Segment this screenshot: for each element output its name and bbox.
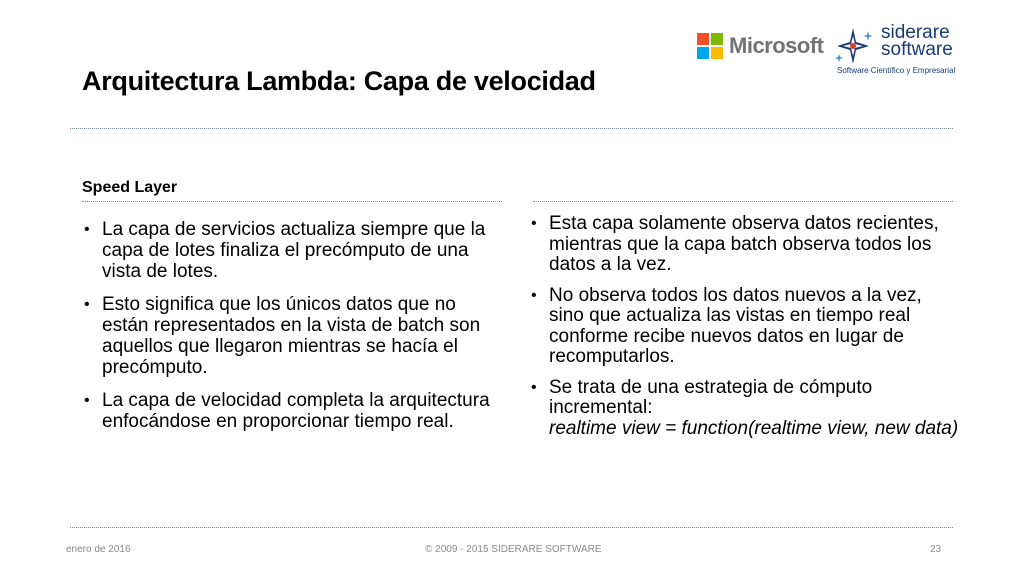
- formula-text: realtime view = function(realtime view, new data): [549, 417, 959, 439]
- siderare-tagline: Software Científico y Empresarial: [837, 66, 956, 75]
- list-item: [82, 219, 502, 282]
- siderare-line1: siderare: [881, 22, 950, 43]
- footer-date: enero de 2016: [66, 544, 131, 555]
- microsoft-wordmark: Microsoft: [729, 33, 824, 58]
- microsoft-windows-icon: [697, 33, 723, 59]
- bullet-icon: •: [84, 296, 90, 313]
- list-item: [82, 294, 502, 378]
- bullet-icon: •: [84, 392, 90, 409]
- bullet-icon: •: [84, 221, 90, 238]
- footer-copyright: © 2009 - 2015 SIDERARE SOFTWARE: [425, 544, 602, 555]
- subheading: Speed Layer: [82, 179, 178, 196]
- siderare-line2: software: [881, 39, 953, 60]
- bullet-text: La capa de velocidad completa la arquitectura enfocándose en proporcionar tiempo real.: [102, 390, 490, 432]
- list-item: [529, 286, 959, 368]
- bullet-icon: •: [531, 378, 537, 396]
- list-item: [82, 390, 502, 432]
- bullet-text: Esto significa que los únicos datos que no están representados en la vista de batch son aquellos que llegaron mientras se hacía el precómputo.: [102, 294, 481, 378]
- microsoft-logo: [697, 33, 824, 59]
- siderare-logo: [833, 22, 958, 78]
- bullet-icon: •: [531, 215, 537, 232]
- siderare-wordmark: [881, 24, 953, 58]
- bullet-text: La capa de servicios actualiza siempre que la capa de lotes finaliza el precómputo de una vista de lotes.: [102, 219, 486, 282]
- bullet-icon: •: [531, 286, 537, 304]
- right-column-divider: [533, 201, 953, 202]
- left-bullet-list: [82, 219, 502, 444]
- title-divider: [70, 128, 953, 129]
- star-compass-icon: [833, 26, 877, 66]
- bullet-text: No observa todos los datos nuevos a la vez, sino que actualiza las vistas en tiempo real conforme recibe nuevos datos en lugar de recomputarlos.: [549, 284, 922, 367]
- list-item: [529, 214, 959, 276]
- page-number: 23: [930, 544, 942, 555]
- list-item: [529, 378, 959, 440]
- bullet-text: Esta capa solamente observa datos recientes, mientras que la capa batch observa todos los datos a la vez.: [549, 213, 939, 275]
- right-bullet-list: [529, 214, 959, 449]
- slide-title: Arquitectura Lambda: Capa de velocidad: [82, 66, 596, 96]
- footer-divider: [70, 527, 953, 528]
- left-column-divider: [82, 201, 502, 202]
- bullet-text: Se trata de una estrategia de cómputo incremental:: [549, 376, 873, 418]
